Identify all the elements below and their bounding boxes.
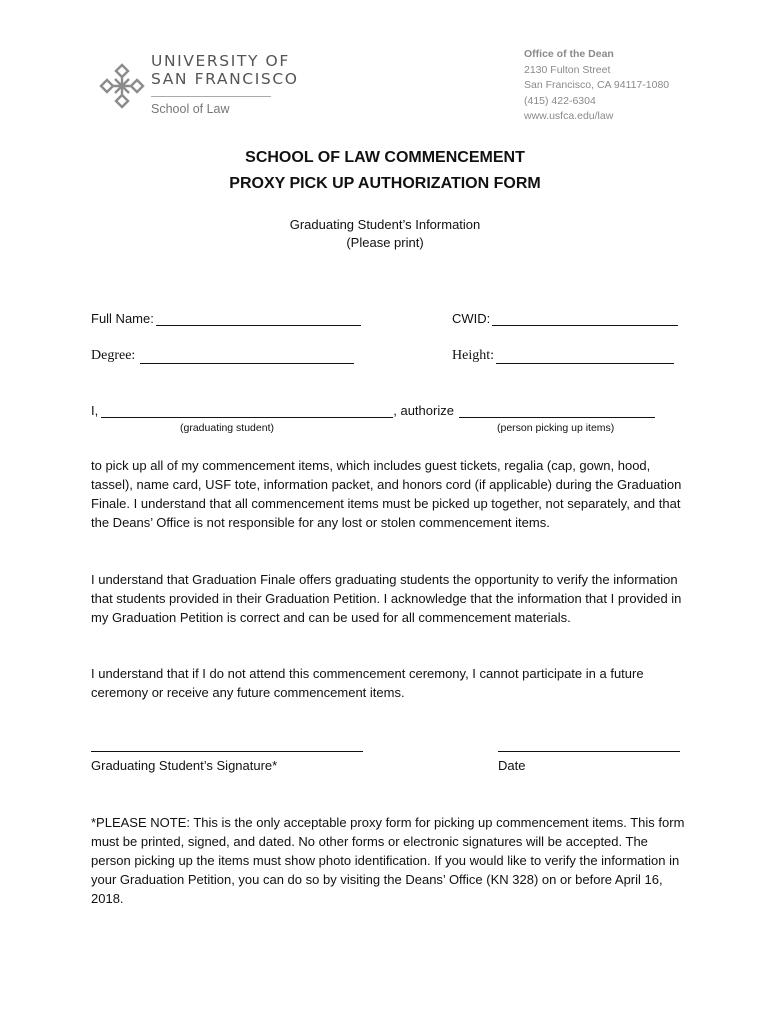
authorization-middle: , authorize	[393, 403, 454, 418]
proxy-caption: (person picking up items)	[497, 422, 615, 434]
office-city: San Francisco, CA 94117-1080	[524, 79, 670, 91]
authorization-line	[91, 403, 655, 418]
please-note: *PLEASE NOTE: This is the only acceptable proxy form for picking up commencement items. This form must be printed, signed, and dated. No other forms or electronic signatures will be accepted. The person picking up the items must show photo identification. If you would like to verify the information in your Graduation Petition, you can do so by visiting the Deans’ Office (KN 328) on or before April 16, 2018.	[91, 815, 685, 906]
office-street: 2130 Fulton Street	[524, 63, 611, 76]
full-name-field[interactable]	[91, 311, 361, 326]
cwid-field[interactable]	[452, 311, 678, 326]
full-name-label: Full Name:	[91, 311, 154, 326]
signature-blank[interactable]	[91, 751, 363, 752]
logo-divider	[151, 96, 271, 97]
height-field[interactable]	[452, 348, 674, 364]
office-title: Office of the Dean	[524, 48, 614, 60]
full-name-blank[interactable]	[156, 313, 361, 326]
degree-blank[interactable]	[140, 351, 354, 364]
cwid-blank[interactable]	[492, 313, 678, 326]
section-subheading: (Please print)	[346, 235, 424, 250]
date-blank[interactable]	[498, 751, 680, 752]
section-heading: Graduating Student’s Information	[289, 217, 481, 232]
paragraph-attendance: I understand that if I do not attend this commencement ceremony, I cannot participate in a future ceremony or receive any future commencement items.	[91, 666, 644, 700]
degree-field[interactable]	[91, 348, 354, 364]
height-label: Height:	[452, 348, 494, 363]
height-blank[interactable]	[496, 351, 674, 364]
university-name-line1: UNIVERSITY OF	[151, 52, 290, 70]
cwid-label: CWID:	[452, 311, 491, 326]
university-name-line2: SAN FRANCISCO	[151, 70, 299, 88]
office-phone: (415) 422-6304	[524, 94, 596, 107]
degree-label: Degree:	[91, 348, 136, 363]
authorization-prefix: I,	[91, 403, 99, 418]
student-name-blank[interactable]	[101, 405, 393, 418]
usf-logo-icon	[98, 62, 146, 110]
proxy-name-blank[interactable]	[459, 405, 655, 418]
paragraph-verification: I understand that Graduation Finale offers graduating students the opportunity to verify the information that students provided in their Graduation Petition. I acknowledge that the information that I provided in my Graduation Petition is correct and can be used for all commencement materials.	[91, 572, 682, 625]
paragraph-items: to pick up all of my commencement items, which includes guest tickets, regalia (cap, gown, hood, tassel), name card, USF tote, information packet, and honors cord (if applicable) during the Graduation Finale. I understand that all commencement items must be picked up together, not separately, and that the Deans’ Office is not responsible for any lost or stolen commencement items.	[91, 458, 682, 530]
student-caption: (graduating student)	[180, 422, 274, 434]
date-label: Date	[498, 758, 526, 773]
signature-label: Graduating Student’s Signature*	[91, 758, 278, 773]
form-title-line2: PROXY PICK UP AUTHORIZATION FORM	[229, 175, 541, 192]
school-name: School of Law	[151, 102, 230, 116]
form-title-line1: SCHOOL OF LAW COMMENCEMENT	[245, 149, 525, 166]
office-address-block	[524, 47, 669, 125]
office-web: www.usfca.edu/law	[524, 110, 614, 122]
